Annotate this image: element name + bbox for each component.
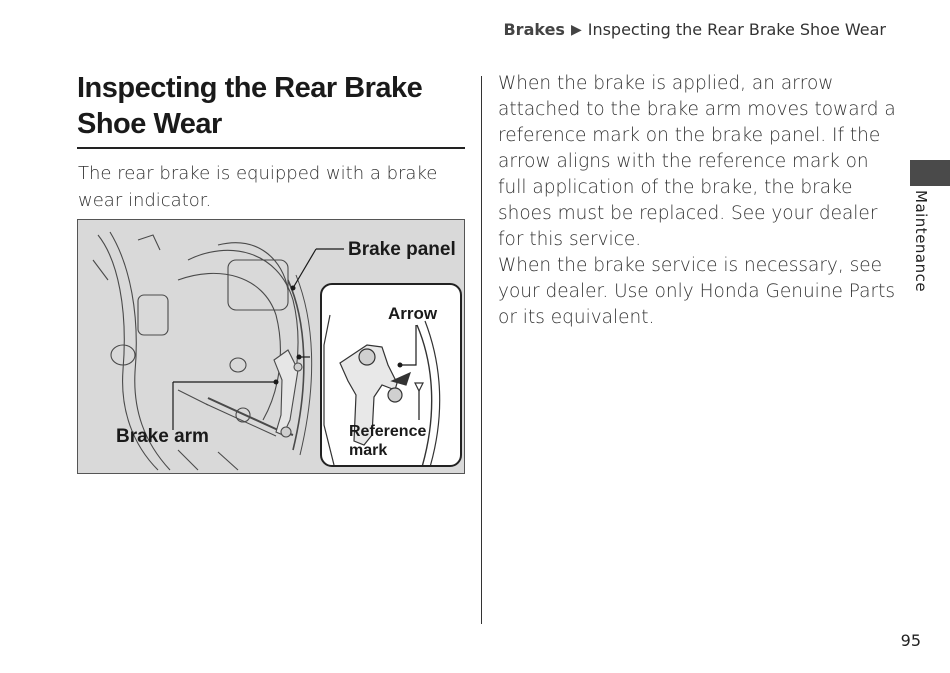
body-column (498, 71, 898, 331)
breadcrumb-parent[interactable]: Brakes (503, 20, 565, 39)
body-paragraph: When the brake service is necessary, see your dealer. Use only Honda Genuine Parts or its equivalent. (498, 255, 895, 328)
page-title: Inspecting the Rear Brake Shoe Wear (77, 72, 423, 140)
column-divider (481, 76, 482, 624)
brake-figure (77, 219, 465, 474)
breadcrumb-arrow-icon: ▶ (570, 21, 582, 38)
label-brake-arm: Brake arm (116, 426, 209, 447)
section-tab-label: Maintenance (912, 190, 930, 293)
label-arrow: Arrow (388, 304, 438, 323)
page-number: 95 (900, 631, 921, 650)
breadcrumb-current: Inspecting the Rear Brake Shoe Wear (587, 20, 886, 39)
section-tab[interactable] (910, 160, 950, 186)
label-brake-panel: Brake panel (348, 239, 456, 260)
breadcrumb (503, 20, 886, 39)
detail-inset (320, 283, 462, 467)
title-rule (77, 147, 465, 149)
body-paragraph: When the brake is applied, an arrow attached to the brake arm moves toward a reference mark on the brake panel. If the arrow aligns with the reference mark on full application of the brake, the brake shoes must be replaced. See your dealer for this service. (498, 73, 896, 250)
label-reference-mark: Reference mark (349, 423, 427, 459)
intro-text: The rear brake is equipped with a brake wear indicator. (78, 163, 438, 211)
